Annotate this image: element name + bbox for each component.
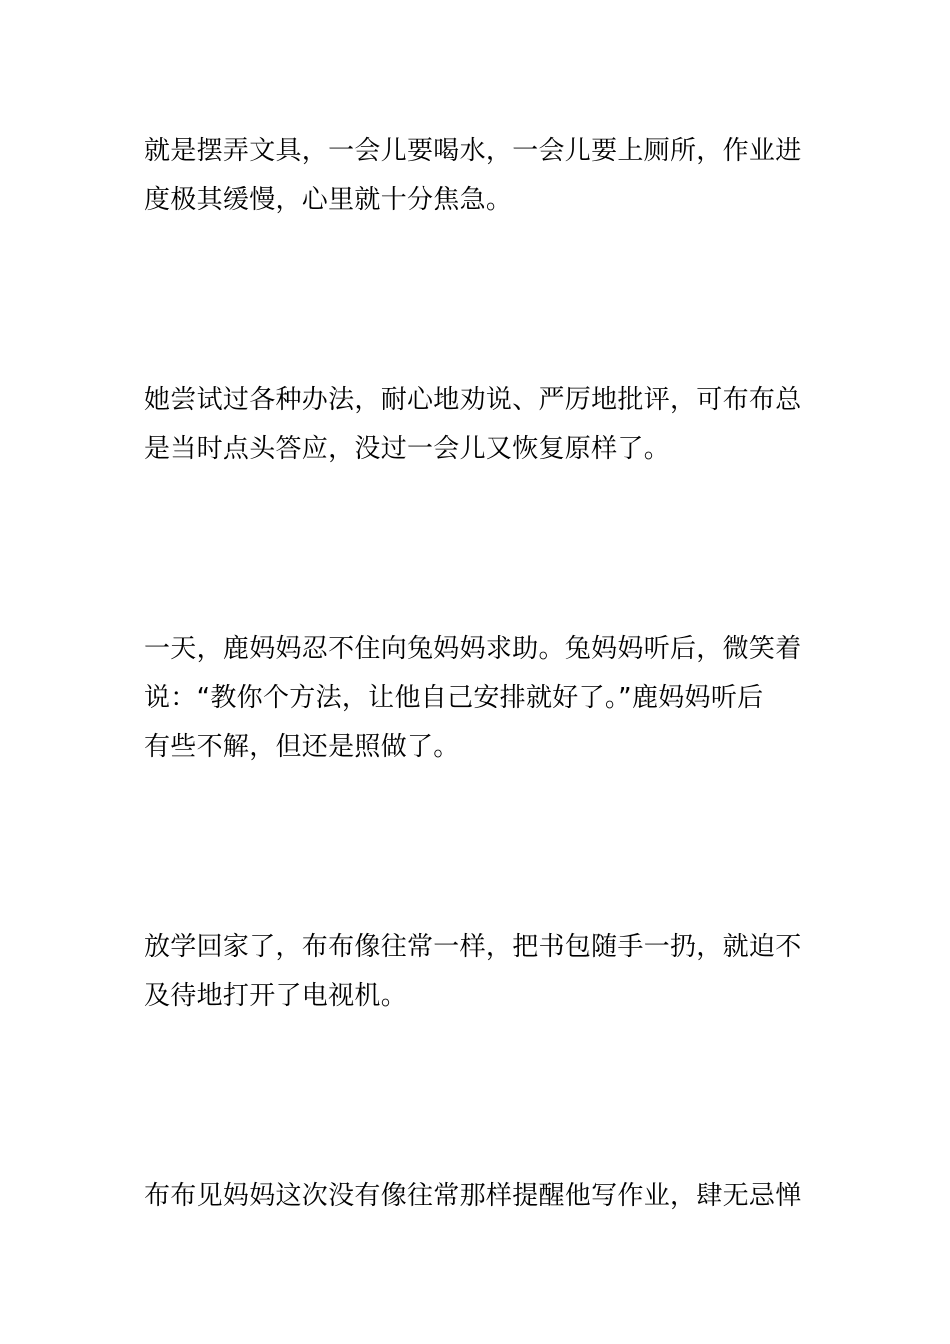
- paragraph-line: 是当时点头答应，没过一会儿又恢复原样了。: [144, 434, 671, 464]
- paragraph-5: [144, 1172, 808, 1221]
- paragraph-4: [144, 923, 808, 1021]
- paragraph-3: [144, 625, 808, 772]
- paragraph-1: [144, 127, 808, 225]
- paragraph-line: 度极其缓慢，心里就十分焦急。: [144, 185, 513, 215]
- paragraph-line: 放学回家了，布布像往常一样，把书包随手一扔，就迫不: [144, 932, 802, 962]
- paragraph-line: 有些不解，但还是照做了。: [144, 732, 460, 762]
- paragraph-line: 及待地打开了电视机。: [144, 981, 408, 1011]
- paragraph-line: 她尝试过各种办法，耐心地劝说、严厉地批评，可布布总: [144, 385, 802, 415]
- paragraph-line: 就是摆弄文具，一会儿要喝水，一会儿要上厕所，作业进: [144, 136, 802, 166]
- paragraph-line: 说：“教你个方法，让他自己安排就好了。”鹿妈妈听后: [144, 683, 764, 713]
- paragraph-2: [144, 376, 808, 474]
- paragraph-line: 一天，鹿妈妈忍不住向兔妈妈求助。兔妈妈听后，微笑着: [144, 634, 802, 664]
- paragraph-line: 布布见妈妈这次没有像往常那样提醒他写作业，肆无忌惮: [144, 1181, 802, 1211]
